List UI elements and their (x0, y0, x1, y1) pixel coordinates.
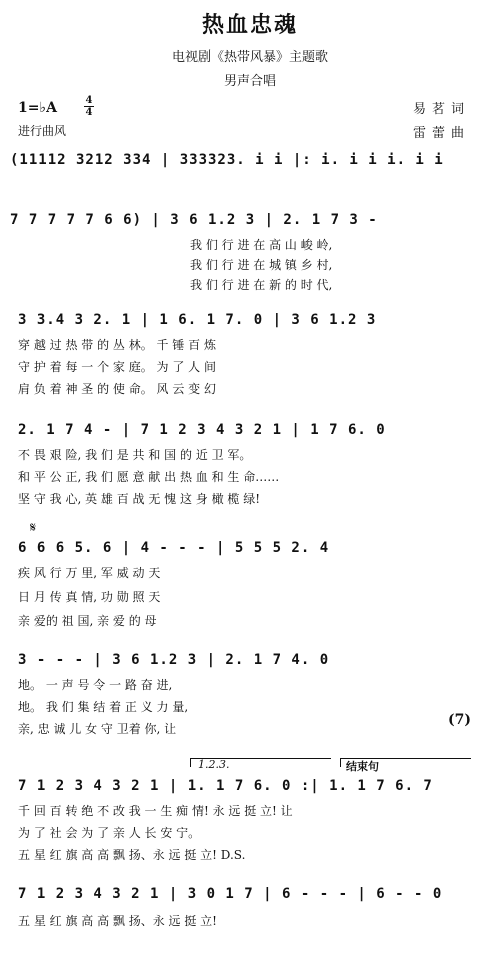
lyric-line-4-2: 和 平 公 正, 我 们 愿 意 献 出 热 血 和 生 命…… (18, 470, 280, 484)
lyric-line-7-3: 五 星 红 旗 高 高 飘 扬、永 远 挺 立! D.S. (18, 848, 246, 862)
music-line-5: 6 6 6 5. 6 | 4 - - - | 5 5 5 2. 4 (18, 540, 330, 556)
segno-sign: 𝄋 (30, 520, 37, 536)
lyric-line-6-2: 地。 我 们 集 结 着 正 义 力 量, (18, 700, 189, 714)
lyric-line-4-3: 坚 守 我 心, 英 雄 百 战 无 愧 这 身 橄 榄 绿! (18, 492, 261, 506)
note-seven-marker: (7) (448, 712, 471, 728)
time-signature (84, 95, 94, 118)
music-line-7: 7 1 2 3 4 3 2 1 | 1. 1 7 6. 0 :| 1. 1 7 6. 7 (18, 778, 433, 794)
ending-label: 结束句 (346, 760, 379, 773)
song-title: 热血忠魂 (201, 12, 298, 38)
lyric-line-6-1: 地。 一 声 号 令 一 路 奋 进, (18, 678, 173, 692)
music-line-2: 7 7 7 7 7 6 6) | 3 6 1.2 3 | 2. 1 7 3 - (10, 212, 378, 228)
voice-type: 男声合唱 (223, 74, 276, 89)
meter-top: 4 (85, 95, 93, 106)
lyric-line-3-3: 肩 负 着 神 圣 的 使 命。 风 云 变 幻 (18, 382, 216, 396)
lyric-line-3-1: 穿 越 过 热 带 的 丛 林。 千 锤 百 炼 (18, 338, 216, 352)
lyric-line-7-1: 千 回 百 转 绝 不 改 我 一 生 痴 情! 永 远 挺 立! 让 (18, 804, 293, 818)
music-line-3: 3 3.4 3 2. 1 | 1 6. 1 7. 0 | 3 6 1.2 3 (18, 312, 377, 328)
lyricist-credit: 易茗词 (412, 102, 470, 117)
lyric-line-4-1: 不 畏 艰 险, 我 们 是 共 和 国 的 近 卫 军。 (18, 448, 252, 462)
lyric-line-5-1: 疾 风 行 万 里, 军 威 动 天 (18, 566, 161, 580)
tempo-marking: 进行曲风 (18, 124, 67, 138)
song-subtitle: 电视剧《热带风暴》主题歌 (171, 50, 328, 65)
lyric-line-5-2: 日 月 传 真 情, 功 勋 照 天 (18, 590, 161, 604)
lyric-line-2-3: 我 们 行 进 在 新 的 时 代, (190, 278, 333, 292)
key-signature: 1=♭A (18, 100, 57, 116)
lyric-line-7-2: 为 了 社 会 为 了 亲 人 长 安 宁。 (18, 826, 201, 840)
volta-label: 1.2.3. (198, 758, 230, 771)
lyric-line-3-2: 守 护 着 每 一 个 家 庭。 为 了 人 间 (18, 360, 216, 374)
meter-bottom: 4 (85, 107, 93, 118)
composer-credit: 雷蕾曲 (412, 126, 470, 141)
lyric-line-6-3: 亲, 忠 诚 儿 女 守 卫着 你, 让 (18, 722, 177, 736)
music-line-4: 2. 1 7 4 - | 7 1 2 3 4 3 2 1 | 1 7 6. 0 (18, 422, 386, 438)
music-line-6: 3 - - - | 3 6 1.2 3 | 2. 1 7 4. 0 (18, 652, 330, 668)
lyric-line-5-3: 亲 爱的 祖 国, 亲 爱 的 母 (18, 614, 157, 628)
lyric-line-2-2: 我 们 行 进 在 城 镇 乡 村, (190, 258, 333, 272)
music-line-1: (11112 3212 334 | 333323. i i |: i. i i i. i i (10, 152, 444, 168)
music-line-8: 7 1 2 3 4 3 2 1 | 3 0 1 7 | 6 - - - | 6 - - 0 (18, 886, 443, 902)
lyric-line-8-1: 五 星 红 旗 高 高 飘 扬、永 远 挺 立! (18, 914, 217, 928)
lyric-line-2-1: 我 们 行 进 在 高 山 峻 岭, (190, 238, 333, 252)
